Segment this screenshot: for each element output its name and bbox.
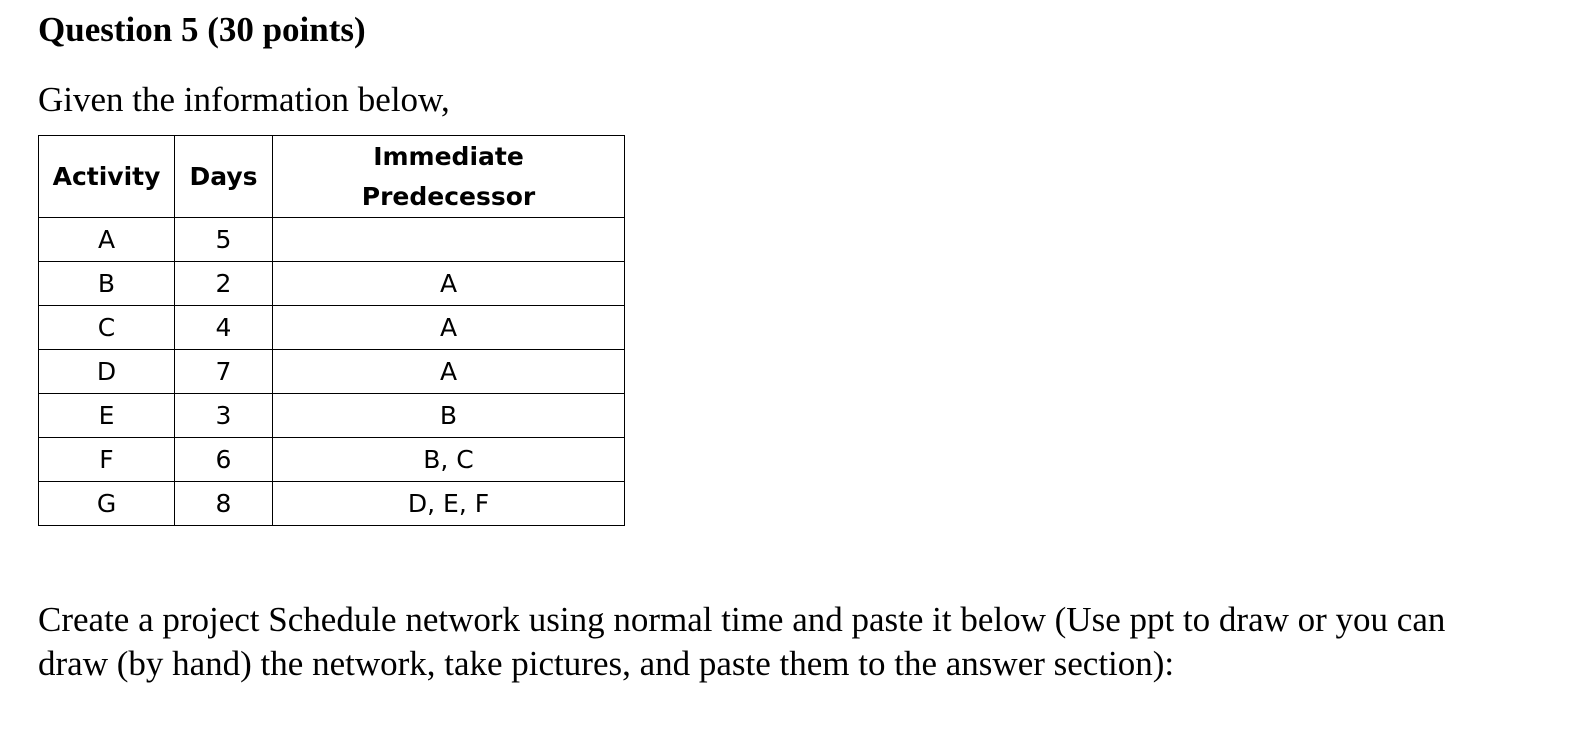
- cell-days: 5: [175, 218, 273, 262]
- header-row: [39, 136, 625, 218]
- table-row: [39, 438, 625, 482]
- cell-predecessor: A: [273, 262, 625, 306]
- cell-activity: F: [39, 438, 175, 482]
- question-intro: Given the information below,: [38, 80, 450, 119]
- cell-activity: A: [39, 218, 175, 262]
- cell-predecessor: A: [273, 350, 625, 394]
- cell-activity: E: [39, 394, 175, 438]
- cell-days: 6: [175, 438, 273, 482]
- table-row: [39, 394, 625, 438]
- header-predecessor-line2: Predecessor: [361, 181, 536, 211]
- cell-activity: G: [39, 482, 175, 526]
- cell-activity: D: [39, 350, 175, 394]
- cell-predecessor: A: [273, 306, 625, 350]
- cell-days: 7: [175, 350, 273, 394]
- header-predecessor: [273, 136, 625, 218]
- question-instructions: Create a project Schedule network using normal time and paste it below (Use ppt to draw or you can draw (by hand) the network, take pictures, and paste them to the answer section):: [38, 600, 1446, 683]
- table-row: [39, 218, 625, 262]
- cell-predecessor: B, C: [273, 438, 625, 482]
- activity-table: [38, 135, 625, 526]
- cell-activity: B: [39, 262, 175, 306]
- cell-days: 2: [175, 262, 273, 306]
- table-row: [39, 262, 625, 306]
- cell-days: 8: [175, 482, 273, 526]
- table-header: [39, 136, 625, 218]
- cell-days: 4: [175, 306, 273, 350]
- table-row: [39, 482, 625, 526]
- cell-activity: C: [39, 306, 175, 350]
- table-row: [39, 306, 625, 350]
- header-activity: Activity: [39, 136, 175, 218]
- cell-days: 3: [175, 394, 273, 438]
- header-days: Days: [175, 136, 273, 218]
- cell-predecessor: [273, 218, 625, 262]
- table-body: [39, 218, 625, 526]
- question-title: Question 5 (30 points): [38, 10, 366, 49]
- header-predecessor-line1: Immediate: [373, 141, 524, 171]
- cell-predecessor: D, E, F: [273, 482, 625, 526]
- cell-predecessor: B: [273, 394, 625, 438]
- table-row: [39, 350, 625, 394]
